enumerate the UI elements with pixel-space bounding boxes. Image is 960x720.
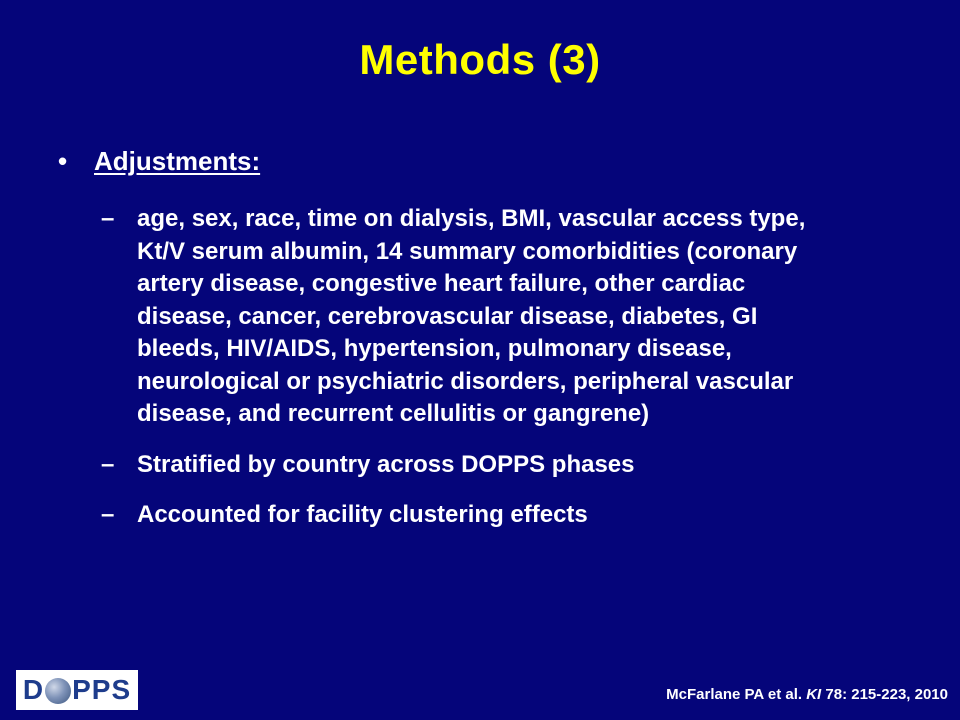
logo-text-left: D <box>22 674 45 705</box>
dash-icon: – <box>101 450 115 478</box>
sub-item-text: Stratified by country across DOPPS phases <box>137 450 635 478</box>
sub-item-stratified <box>101 449 901 482</box>
sub-item-text: age, sex, race, time on dialysis, BMI, vascular access type, Kt/V serum albumin, 14 summary comorbidities (coronary artery disease, congestive heart failure, other cardiac disease, cancer, cerebrovascular disease, diabetes, GI bleeds, HIV/AIDS, hypertension, pulmonary disease, neurological or psychiatric disorders, peripheral vascular disease, and recurrent cellulitis or gangrene) <box>137 205 806 427</box>
citation-authors: McFarlane PA et al. <box>666 686 807 703</box>
dash-icon: – <box>101 205 115 232</box>
dash-icon: – <box>101 501 115 528</box>
citation <box>666 686 948 703</box>
sub-item-clustering <box>101 499 901 532</box>
bullet-adjustments <box>58 146 260 177</box>
globe-icon <box>45 678 71 704</box>
bullet-heading: Adjustments: <box>94 146 261 176</box>
dopps-logo <box>16 670 138 710</box>
sub-item-list <box>101 203 901 550</box>
slide-title: Methods (3) <box>359 36 601 83</box>
sub-item-adjustment-variables <box>101 203 901 431</box>
sub-item-text: Accounted for facility clustering effects <box>137 501 588 528</box>
bullet-icon: • <box>58 146 68 176</box>
logo-text-right: PPS <box>72 674 132 705</box>
citation-details: 78: 215-223, 2010 <box>821 686 948 703</box>
citation-journal: KI <box>806 686 822 703</box>
